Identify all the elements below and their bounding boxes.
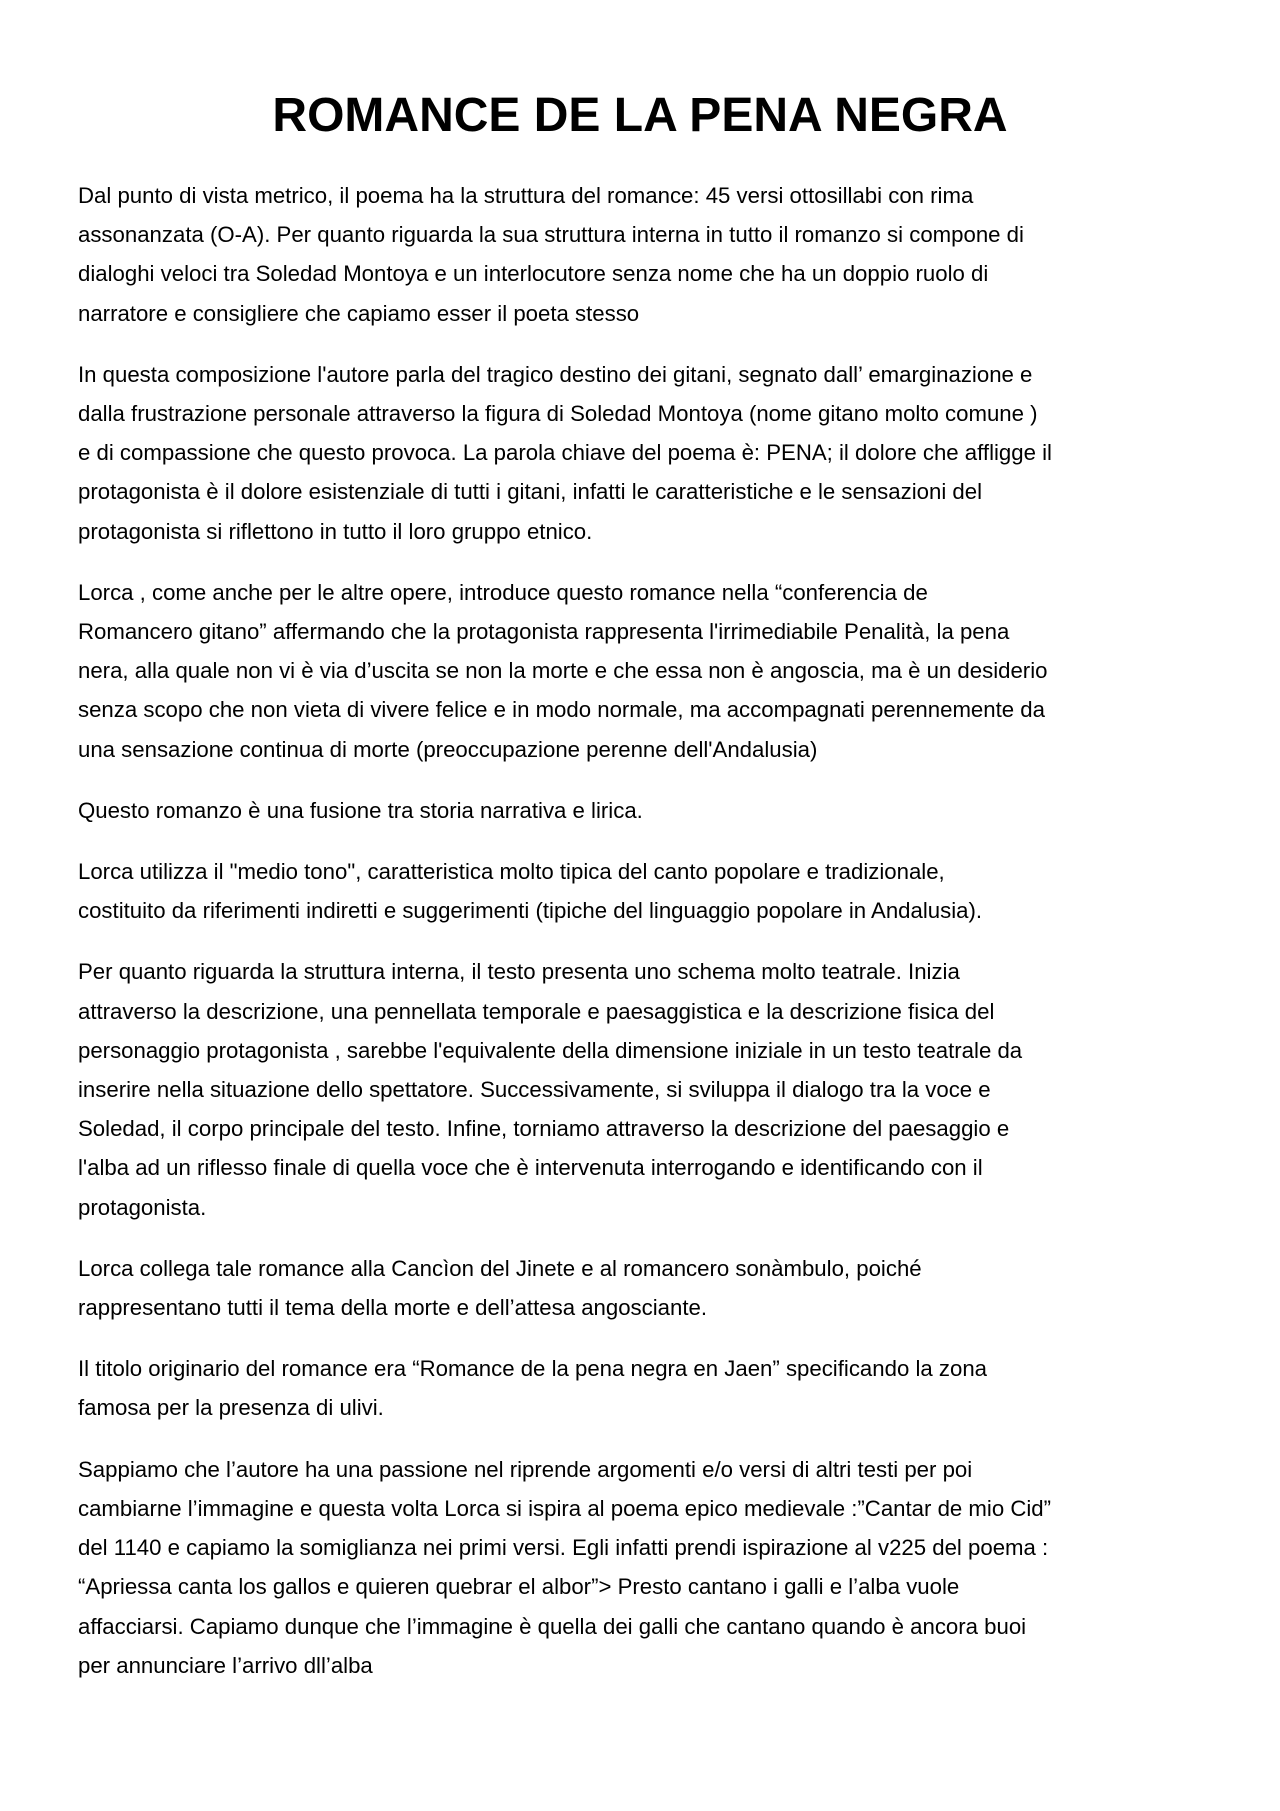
text-line: senza scopo che non vieta di vivere felice e in modo normale, ma accompagnati perennemente da <box>78 697 1045 723</box>
text-line: dalla frustrazione personale attraverso la figura di Soledad Montoya (nome gitano molto comune ) <box>78 401 1038 427</box>
text-line: Sappiamo che l’autore ha una passione nel riprende argomenti e/o versi di altri testi per poi <box>78 1456 973 1482</box>
paragraph-medio-tono <box>78 852 1210 930</box>
paragraph-original-title <box>78 1349 1210 1427</box>
text-line: per annunciare l’arrivo dll’alba <box>78 1652 373 1678</box>
text-line: protagonista. <box>78 1194 207 1220</box>
text-line: Per quanto riguarda la struttura interna, il testo presenta uno schema molto teatrale. Inizia <box>78 959 960 985</box>
text-line: Lorca , come anche per le altre opere, introduce questo romance nella “conferencia de <box>78 579 928 605</box>
document-title: ROMANCE DE LA PENA NEGRA <box>272 89 1008 142</box>
text-line: protagonista si riflettono in tutto il loro gruppo etnico. <box>78 518 593 544</box>
text-line: del 1140 e capiamo la somiglianza nei primi versi. Egli infatti prendi ispirazione al v225 del poema : <box>78 1535 1049 1561</box>
text-line: costituito da riferimenti indiretti e suggerimenti (tipiche del linguaggio popolare in Andalusia). <box>78 898 983 924</box>
text-line: Lorca utilizza il "medio tono", caratteristica molto tipica del canto popolare e tradizionale, <box>78 859 945 885</box>
text-line: Romancero gitano” affermando che la protagonista rappresenta l'irrimediabile Penalità, la pena <box>78 619 1010 645</box>
text-line: In questa composizione l'autore parla del tragico destino dei gitani, segnato dall’ emarginazione e <box>78 361 1033 387</box>
text-line: nera, alla quale non vi è via d’uscita se non la morte e che essa non è angoscia, ma è un desiderio <box>78 658 1048 684</box>
paragraph-fusion <box>78 791 1210 830</box>
text-line: personaggio protagonista , sarebbe l'equivalente della dimensione iniziale in un testo teatrale da <box>78 1037 1023 1063</box>
paragraph-cantar-de-mio-cid <box>78 1450 1210 1685</box>
paragraph-internal-structure <box>78 952 1210 1226</box>
text-line: Questo romanzo è una fusione tra storia narrativa e lirica. <box>78 797 643 823</box>
paragraph-metric-structure <box>78 176 1210 333</box>
text-line: “Apriessa canta los gallos e quieren quebrar el albor”> Presto cantano i galli e l’alba vuole <box>78 1574 960 1600</box>
text-line: inserire nella situazione dello spettatore. Successivamente, si sviluppa il dialogo tra la voce e <box>78 1077 991 1103</box>
text-line: Dal punto di vista metrico, il poema ha la struttura del romance: 45 versi ottosillabi con rima <box>78 183 974 208</box>
text-line: assonanzata (O-A). Per quanto riguarda la sua struttura interna in tutto il romanzo si compone di <box>78 222 1024 248</box>
text-line: narratore e consigliere che capiamo esser il poeta stesso <box>78 300 640 326</box>
text-line: protagonista è il dolore esistenziale di tutti i gitani, infatti le caratteristiche e le sensazioni del <box>78 479 983 505</box>
paragraph-cancion-jinete <box>78 1249 1210 1327</box>
text-line: attraverso la descrizione, una pennellata temporale e paesaggistica e la descrizione fisica del <box>78 998 995 1024</box>
text-line: rappresentano tutti il tema della morte e dell’attesa angosciante. <box>78 1295 708 1321</box>
paragraph-tragic-destiny <box>78 355 1210 551</box>
text-line: una sensazione continua di morte (preoccupazione perenne dell'Andalusia) <box>78 736 818 762</box>
document-body <box>78 176 1210 1707</box>
text-line: e di compassione che questo provoca. La parola chiave del poema è: PENA; il dolore che affligge il <box>78 440 1052 466</box>
text-line: dialoghi veloci tra Soledad Montoya e un interlocutore senza nome che ha un doppio ruolo di <box>78 261 989 287</box>
text-line: famosa per la presenza di ulivi. <box>78 1395 384 1421</box>
text-line: Lorca collega tale romance alla Cancìon del Jinete e al romancero sonàmbulo, poiché <box>78 1255 922 1281</box>
text-line: cambiarne l’immagine e questa volta Lorca si ispira al poema epico medievale :”Cantar de mio Cid” <box>78 1495 1052 1521</box>
text-line: Soledad, il corpo principale del testo. Infine, torniamo attraverso la descrizione del paesaggio e <box>78 1116 1010 1142</box>
text-line: l'alba ad un riflesso finale di quella voce che è intervenuta interrogando e identificando con il <box>78 1155 983 1181</box>
text-line: affacciarsi. Capiamo dunque che l’immagine è quella dei galli che cantano quando è ancora buoi <box>78 1613 1027 1639</box>
paragraph-conferencia <box>78 573 1210 769</box>
text-line: Il titolo originario del romance era “Romance de la pena negra en Jaen” specificando la zona <box>78 1356 987 1382</box>
